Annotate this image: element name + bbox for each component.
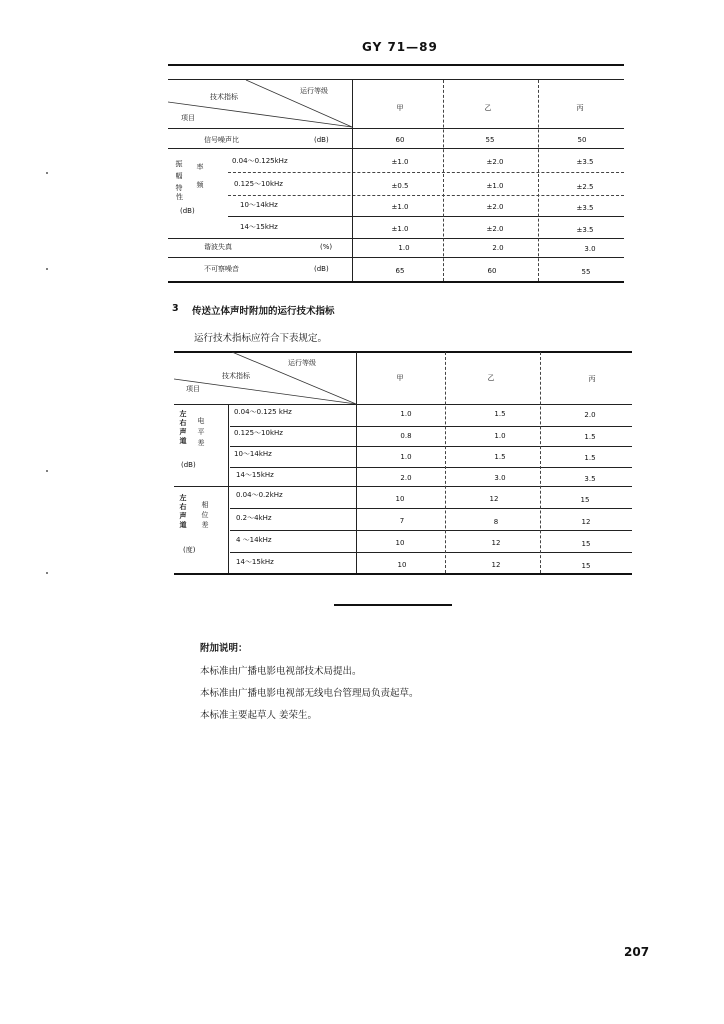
table-1-grade-c: 丙: [576, 104, 584, 112]
level-group-col1: 左 右 声 道: [179, 410, 187, 445]
freq-group-label: 振 幅 特: [175, 160, 183, 192]
noise-value-c: 55: [581, 268, 591, 276]
level-group-col2: 电 平 差: [197, 417, 205, 447]
notes-line-3: 本标准主要起草人 姜荣生。: [200, 710, 318, 721]
scan-speck: [46, 470, 48, 472]
distortion-label: 谐波失真: [204, 243, 232, 251]
table-1-diag-mid-label: 技术指标: [210, 93, 238, 101]
snr-value-c: 50: [577, 136, 587, 144]
table-2-grade-c: 丙: [588, 375, 596, 383]
section-3-title: 传送立体声时附加的运行技术指标: [192, 306, 335, 317]
snr-value-b: 55: [485, 136, 495, 144]
table-1-grade-b: 乙: [484, 104, 492, 112]
table-1-grade-a: 甲: [396, 104, 404, 112]
phase-group-col2: 相 位 差: [201, 501, 209, 529]
noise-value-b: 60: [487, 267, 497, 275]
table-2-grade-a: 甲: [396, 374, 404, 382]
table-2-grade-b: 乙: [487, 374, 495, 382]
scan-speck: [46, 268, 48, 270]
noise-value-a: 65: [395, 267, 405, 275]
snr-unit: (dB): [314, 136, 329, 144]
distortion-value-c: 3.0: [584, 245, 596, 253]
snr-value-a: 60: [395, 136, 405, 144]
table-2-diag-top-label: 运行等级: [288, 359, 316, 367]
noise-unit: (dB): [314, 265, 329, 273]
scan-speck: [46, 172, 48, 174]
page-number: 207: [624, 945, 650, 959]
phase-group-unit: (度): [183, 546, 196, 554]
end-separator: [334, 604, 452, 606]
noise-label: 不可察噪音: [204, 265, 239, 273]
distortion-value-a: 1.0: [398, 244, 410, 252]
notes-line-2: 本标准由广播电影电视部无线电台管理局负责起草。: [200, 688, 419, 699]
level-group-unit: (dB): [181, 461, 196, 469]
table-1-diag-top-label: 运行等级: [300, 87, 328, 95]
freq-group-char-4: 性: [176, 193, 183, 201]
table-2-diag-bottom-label: 项目: [186, 385, 200, 393]
freq-group-col2: 率 频: [196, 163, 204, 189]
section-3-number: 3: [172, 303, 179, 314]
notes-title: 附加说明：: [200, 643, 248, 654]
scan-speck: [46, 572, 48, 574]
section-3-intro: 运行技术指标应符合下表规定。: [194, 333, 328, 344]
distortion-unit: (%): [320, 243, 333, 251]
standard-code-header: GY 71—89: [362, 40, 438, 54]
distortion-value-b: 2.0: [492, 244, 504, 252]
phase-group-col1: 左 右 声 道: [179, 494, 187, 529]
table-2-diagonal-header: [174, 352, 357, 405]
notes-line-1: 本标准由广播电影电视部技术局提出。: [200, 666, 362, 677]
snr-label: 信号噪声比: [204, 136, 239, 144]
table-1-diag-bottom-label: 项目: [181, 114, 195, 122]
freq-group-unit: (dB): [180, 207, 195, 215]
table-2-diag-mid-label: 技术指标: [222, 372, 250, 380]
